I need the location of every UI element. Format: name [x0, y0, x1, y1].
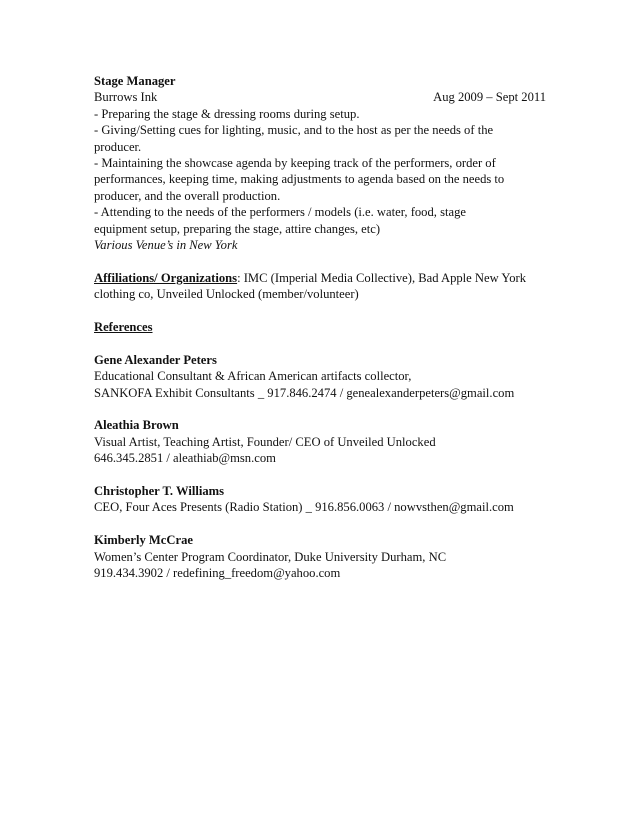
job-company: Burrows Ink — [94, 90, 158, 105]
job-duty-line: producer. — [94, 139, 142, 154]
reference-entry — [94, 483, 546, 516]
job-title: Stage Manager — [94, 74, 176, 88]
affiliations-text: IMC (Imperial Media Collective), Bad Apple New York — [240, 270, 526, 285]
reference-entry — [94, 532, 546, 581]
reference-detail: Women’s Center Program Coordinator, Duke University Durham, NC — [94, 549, 447, 564]
affiliations-section — [94, 270, 546, 303]
reference-name: Aleathia Brown — [94, 418, 179, 433]
reference-entry — [94, 417, 546, 466]
spacer — [94, 253, 546, 269]
reference-detail: Visual Artist, Teaching Artist, Founder/ CEO of Unveiled Unlocked — [94, 434, 436, 449]
job-duty-line: performances, keeping time, making adjustments to agenda based on the needs to — [94, 172, 505, 187]
affiliations-heading: Affiliations/ Organizations — [94, 270, 238, 285]
reference-detail: 646.345.2851 / aleathiab@msn.com — [94, 451, 276, 466]
reference-name: Gene Alexander Peters — [94, 352, 217, 367]
job-duty-line: producer, and the overall production. — [94, 188, 281, 203]
spacer — [94, 467, 546, 483]
spacer — [94, 516, 546, 532]
job-duty-line: - Giving/Setting cues for lighting, music, and to the host as per the needs of the — [94, 123, 494, 138]
spacer — [94, 303, 546, 319]
references-heading: References — [94, 320, 153, 335]
spacer — [94, 335, 546, 351]
affiliations-colon: : — [237, 270, 241, 285]
affiliations-text-continued: clothing co, Unveiled Unlocked (member/volunteer) — [94, 287, 359, 302]
resume-page — [94, 73, 546, 582]
job-duty-line: - Preparing the stage & dressing rooms during setup. — [94, 106, 360, 121]
reference-detail: SANKOFA Exhibit Consultants _ 917.846.2474 / genealexanderpeters@gmail.com — [94, 385, 515, 400]
job-dates: Aug 2009 – Sept 2011 — [433, 90, 546, 105]
reference-name: Christopher T. Williams — [94, 484, 225, 499]
job-venue: Various Venue’s in New York — [94, 238, 238, 253]
job-company-row — [94, 89, 546, 105]
reference-detail: Educational Consultant & African American artifacts collector, — [94, 369, 412, 384]
job-duty-line: - Attending to the needs of the performers / models (i.e. water, food, stage — [94, 205, 466, 220]
reference-detail: CEO, Four Aces Presents (Radio Station) _ 916.856.0063 / nowvsthen@gmail.com — [94, 500, 514, 515]
reference-entry — [94, 352, 546, 401]
reference-name: Kimberly McCrae — [94, 533, 193, 548]
job-section — [94, 73, 546, 253]
reference-detail: 919.434.3902 / redefining_freedom@yahoo.com — [94, 566, 341, 581]
spacer — [94, 401, 546, 417]
job-duty-line: equipment setup, preparing the stage, attire changes, etc) — [94, 221, 381, 236]
job-duty-line: - Maintaining the showcase agenda by keeping track of the performers, order of — [94, 156, 496, 171]
